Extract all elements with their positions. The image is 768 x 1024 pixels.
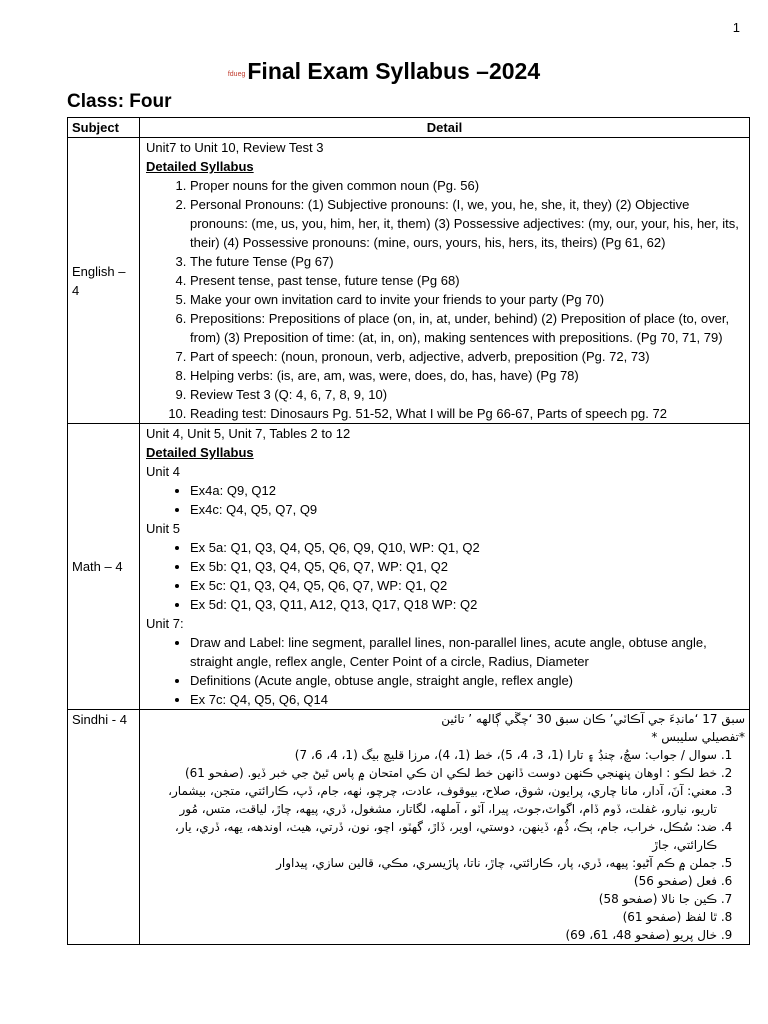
page-number: 1 <box>732 20 740 35</box>
school-logo-icon: fdueg <box>227 71 246 79</box>
english-units: Unit7 to Unit 10, Review Test 3 <box>146 140 324 155</box>
subject-math: Math – 4 <box>68 424 140 710</box>
list-item: 3. The future Tense (Pg 67) <box>190 252 745 271</box>
english-syllabus-heading: Detailed Syllabus <box>146 159 254 174</box>
sindhi-items-list <box>146 746 745 944</box>
page-title: Final Exam Syllabus –2024 <box>247 58 541 84</box>
header-detail: Detail <box>140 118 750 138</box>
list-item: 5. جملن ۾ ڪم آڻيو: پيهه، ڏري، پار، ڪارائتي، چاڙ، ناتا، پاڙيسري، مڪي، قالين سازي، پيداوار <box>146 854 717 872</box>
table-row-sindhi <box>68 710 750 945</box>
detail-sindhi <box>140 710 750 945</box>
syllabus-table <box>67 117 750 945</box>
list-item: 5. Make your own invitation card to invite your friends to your party (Pg 70) <box>190 290 745 309</box>
list-item: 8. ٿا لفظ (صفحو 61) <box>146 908 717 926</box>
list-item: • Ex 5b: Q1, Q3, Q4, Q5, Q6, Q7, WP: Q1, Q2 <box>190 557 745 576</box>
list-item: 2. Personal Pronouns: (1) Subjective pronouns: (I, we, you, he, she, it, they) (2) Objective pronouns: (me, us, you, him, her, it, them) (3) Possessive adjectives: (my, our, your, his, her, its, their) (4) Possessive pronouns: (mine, ours, yours, his, hers, its, theirs) (Pg 61, 62) <box>190 195 745 252</box>
table-row-math <box>68 424 750 710</box>
table-row-english <box>68 138 750 424</box>
header-subject: Subject <box>68 118 140 138</box>
list-item: 2. خط لڪو : اوهان پنهنجي ڪنهن دوست ڏانهن خط لڪي ان ڪي امتحان ۾ پاس ٿيڻ جي خبر ڏيو. (صفحو 61) <box>146 764 717 782</box>
math-unit4-label: Unit 4 <box>146 464 180 479</box>
math-syllabus-heading: Detailed Syllabus <box>146 445 254 460</box>
list-item: 10. Reading test: Dinosaurs Pg. 51-52, What I will be Pg 66-67, Parts of speech pg. 72 <box>190 404 745 423</box>
math-unit7-list <box>146 633 745 709</box>
detail-math <box>140 424 750 710</box>
sindhi-line2: *تفصيلي سليبس * <box>651 730 745 744</box>
list-item: 3. معني: آنَ، آدار، مانا چاري، پرايون، شوق، صلاح، بيوقوف، عادت، چرچو، ٺهه، جام، ڏپ، ڪارائتي، متجن، بيشمار، تاريو، نيارو، غفلت، ڏوم ڏام، اگواٽ،جوٽ، پيرا، آٽو ، آملهه، لگاتار، مشغول، ڏري، پيهه، چاڙ، لياقت، متس، مُور <box>146 782 717 818</box>
list-item: • Ex 5c: Q1, Q3, Q4, Q5, Q6, Q7, WP: Q1, Q2 <box>190 576 745 595</box>
list-item: • Ex4a: Q9, Q12 <box>190 481 745 500</box>
list-item: • Ex4c: Q4, Q5, Q7, Q9 <box>190 500 745 519</box>
list-item: 7. Part of speech: (noun, pronoun, verb, adjective, adverb, preposition (Pg. 72, 73) <box>190 347 745 366</box>
table-header-row <box>68 118 750 138</box>
class-heading: Class: Four <box>67 91 172 112</box>
list-item: • Definitions (Acute angle, obtuse angle, straight angle, reflex angle) <box>190 671 745 690</box>
list-item: • Ex 7c: Q4, Q5, Q6, Q14 <box>190 690 745 709</box>
sindhi-line1: سبق 17 ‘مانڊءَ جي آڪاٽي’ ڪان سبق 30 ‘چڱي ڳالهه ’ تائين <box>441 712 745 726</box>
list-item: 6. Prepositions: Prepositions of place (on, in, at, under, behind) (2) Preposition of place (to, over, from) (3) Preposition of time: (at, in, on), making sentences with prepositions. (Pg 70, 71, 79) <box>190 309 745 347</box>
list-item: 9. خال پريو (صفحو 48، 61، 69) <box>146 926 717 944</box>
list-item: • Ex 5a: Q1, Q3, Q4, Q5, Q6, Q9, Q10, WP: Q1, Q2 <box>190 538 745 557</box>
list-item: 4. ضد: سُڪل، خراب، جام، ٻڪ، ڏُ۾، ڏينهن، دوستي، اوير، ڏاڙ، گهٽو، اچو، نون، ڏرتي، هيٺ، اوندهه، يهه، ڏري، يار، ڪارائتي، جاڙ <box>146 818 717 854</box>
math-units: Unit 4, Unit 5, Unit 7, Tables 2 to 12 <box>146 426 351 441</box>
english-items-list <box>146 176 745 423</box>
list-item: 9. Review Test 3 (Q: 4, 6, 7, 8, 9, 10) <box>190 385 745 404</box>
list-item: 7. ڪين جا نالا (صفحو 58) <box>146 890 717 908</box>
subject-sindhi: Sindhi - 4 <box>68 710 140 945</box>
list-item: • Draw and Label: line segment, parallel lines, non-parallel lines, acute angle, obtuse angle, straight angle, reflex angle, Center Point of a circle, Radius, Diameter <box>190 633 745 671</box>
list-item: • Ex 5d: Q1, Q3, Q11, A12, Q13, Q17, Q18 WP: Q2 <box>190 595 745 614</box>
list-item: 4. Present tense, past tense, future tense (Pg 68) <box>190 271 745 290</box>
list-item: 1. سوال / جواب: سچُ، چنڊُ ۽ تارا (1، 3، 4، 5)، خط (1، 4)، مرزا قليچ بيگ (1، 4، 6، 7) <box>146 746 717 764</box>
math-unit4-list <box>146 481 745 519</box>
math-unit5-label: Unit 5 <box>146 521 180 536</box>
subject-english: English – 4 <box>68 138 140 424</box>
list-item: 6. فعل (صفحو 56) <box>146 872 717 890</box>
math-unit7-label: Unit 7: <box>146 616 184 631</box>
list-item: 1. Proper nouns for the given common noun (Pg. 56) <box>190 176 745 195</box>
math-unit5-list <box>146 538 745 614</box>
list-item: 8. Helping verbs: (is, are, am, was, were, does, do, has, have) (Pg 78) <box>190 366 745 385</box>
title-row <box>0 58 768 85</box>
detail-english <box>140 138 750 424</box>
